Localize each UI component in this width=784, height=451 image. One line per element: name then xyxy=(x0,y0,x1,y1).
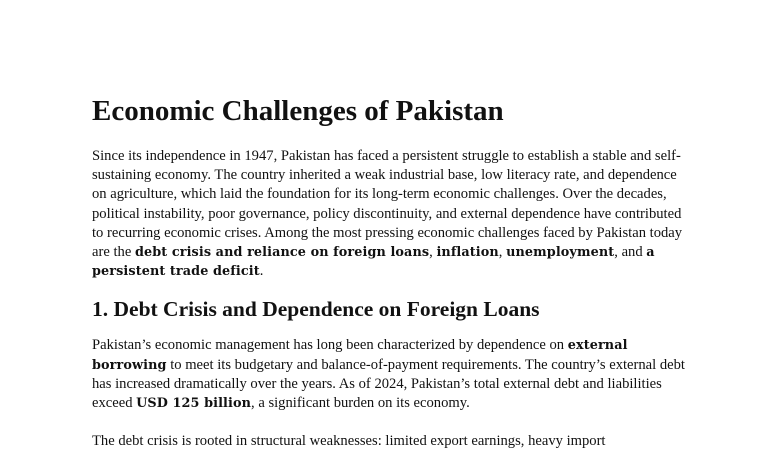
section-1-paragraph-2: The debt crisis is rooted in structural weaknesses: limited export earnings, heavy import xyxy=(92,433,606,450)
intro-text-3: , xyxy=(498,244,507,261)
intro-text-2: , xyxy=(429,244,437,261)
sec1-text-1: Pakistan’s economic management has long been characterized by dependence on xyxy=(92,337,568,354)
sec1-bold-usd-amount: USD 125 billion xyxy=(136,396,252,412)
section-1-paragraph-1 xyxy=(92,336,692,413)
sec1-text-2: to meet its budgetary and balance-of-payment requirements. The country’s external debt has increased dramatically over the years. As of 2024, Pakistan’s total external debt and liabilities exceed xyxy=(92,356,685,412)
intro-text-1: Since its independence in 1947, Pakistan has faced a persistent struggle to establish a stable and self-sustaining economy. The country inherited a weak industrial base, low literacy rate, and dependence on agriculture, which laid the foundation for its long-term economic challenges. Over the decades, political instability, poor governance, policy discontinuity, and external dependence have contributed to recurring economic crises. Among the most pressing economic challenges faced by Pakistan today are the xyxy=(92,148,683,261)
intro-text-5: . xyxy=(259,263,264,280)
section-1-heading: 1. Debt Crisis and Dependence on Foreign Loans xyxy=(92,297,540,322)
intro-bold-unemployment: unemployment xyxy=(506,245,615,261)
intro-bold-inflation: inflation xyxy=(436,245,499,261)
document-page xyxy=(92,94,692,451)
intro-paragraph xyxy=(92,147,692,281)
sec1-bold-external-borrowing: external borrowing xyxy=(92,338,628,373)
intro-bold-trade-deficit: a persistent trade deficit xyxy=(92,245,655,280)
intro-bold-debt-crisis: debt crisis and reliance on foreign loans xyxy=(134,245,430,261)
intro-text-4: , and xyxy=(614,244,647,261)
document-title: Economic Challenges of Pakistan xyxy=(92,95,504,127)
sec1-text-3: , a significant burden on its economy. xyxy=(251,395,470,412)
